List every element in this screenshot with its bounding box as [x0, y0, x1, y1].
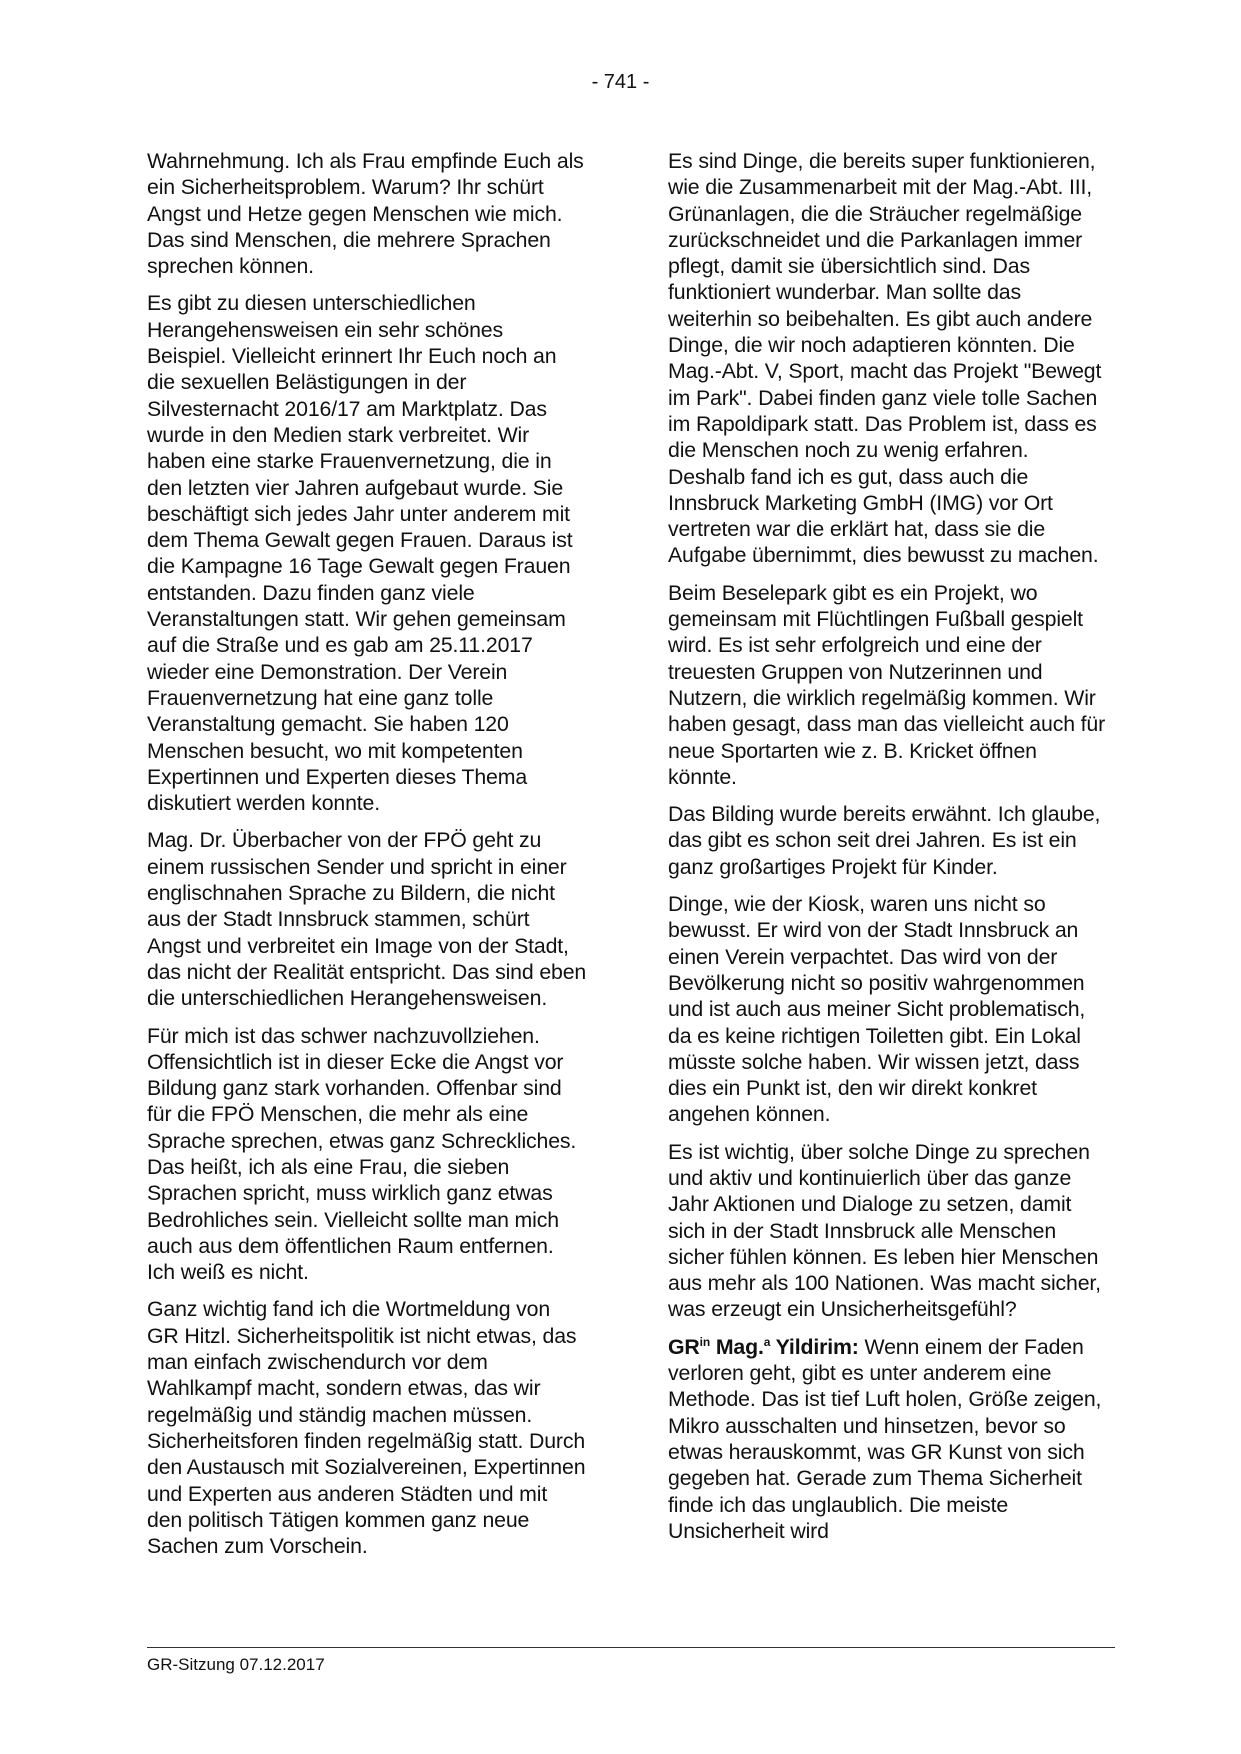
- paragraph: Beim Beselepark gibt es ein Projekt, wo gemeinsam mit Flüchtlingen Fußball gespielt wird. Es ist sehr erfolgreich und eine der treuesten Gruppen von Nutzerinnen und Nutzern, die wirklich regelmäßig kommen. Wir haben gesagt, dass man das vielleicht auch für neue Sportarten wie z. B. Kricket öffnen könnte.: [668, 580, 1106, 789]
- speaker-title: Mag.: [715, 1334, 764, 1359]
- speaker-title-sup: a: [763, 1334, 771, 1349]
- speaker-paragraph: [668, 1334, 1108, 1544]
- footer-divider: [147, 1647, 1115, 1648]
- speaker-prefix-sup: in: [699, 1334, 711, 1349]
- paragraph: Wahrnehmung. Ich als Frau empfinde Euch als ein Sicherheitsproblem. Warum? Ihr schürt Angst und Hetze gegen Menschen wie mich. Das sind Menschen, die mehrere Sprachen sprechen können.: [147, 149, 584, 279]
- speaker-name: Yildirim:: [775, 1334, 859, 1359]
- paragraph: Dinge, wie der Kiosk, waren uns nicht so bewusst. Er wird von der Stadt Innsbruck an einen Verein verpachtet. Das wird von der Bevölkerung nicht so positiv wahrgenommen und ist auch aus meiner Sicht problematisch, da es keine richtigen Toiletten gibt. Ein Lokal müsste solche haben. Wir wissen jetzt, dass dies ein Punkt ist, den wir direkt konkret angehen können.: [668, 892, 1086, 1127]
- paragraph: Es gibt zu diesen unterschiedlichen Herangehensweisen ein sehr schönes Beispiel. Vielleicht erinnert Ihr Euch noch an die sexuellen Belästigungen in der Silvesternacht 2016/17 am Marktplatz. Das wurde in den Medien stark verbreitet. Wir haben eine starke Frauenvernetzung, die in den letzten vier Jahren aufgebaut wurde. Sie beschäftigt sich jedes Jahr unter anderem mit dem Thema Gewalt gegen Frauen. Daraus ist die Kampagne 16 Tage Gewalt gegen Frauen entstanden. Dazu finden ganz viele Veranstaltungen statt. Wir gehen gemeinsam auf die Straße und es gab am 25.11.2017 wieder eine Demonstration. Der Verein Frauenvernetzung hat eine ganz tolle Veranstaltung gemacht. Sie haben 120 Menschen besucht, wo mit kompetenten Expertinnen und Experten dieses Thema diskutiert werden konnte.: [147, 291, 573, 816]
- paragraph: Das Bilding wurde bereits erwähnt. Ich glaube, das gibt es schon seit drei Jahren. Es ist ein ganz großartiges Projekt für Kinder.: [668, 802, 1101, 879]
- page-number: - 741 -: [591, 71, 650, 93]
- speaker-text: Wenn einem der Faden verloren geht, gibt es unter anderem eine Methode. Das ist tief Luft holen, Größe zeigen, Mikro ausschalten und hinsetzen, bevor so etwas herauskommt, was GR Kunst von sich gegeben hat. Gerade zum Thema Sicherheit finde ich das unglaublich. Die meiste Unsicherheit wird: [668, 1334, 1102, 1543]
- paragraph: Ganz wichtig fand ich die Wortmeldung von GR Hitzl. Sicherheitspolitik ist nicht etwas, das man einfach zwischendurch vor dem Wahlkampf macht, sondern etwas, das wir regelmäßig und ständig machen müssen. Sicherheitsforen finden regelmäßig statt. Durch den Austausch mit Sozialvereinen, Expertinnen und Experten aus anderen Städten und mit den politisch Tätigen kommen ganz neue Sachen zum Vorschein.: [147, 1297, 586, 1559]
- speaker-label: [668, 1335, 859, 1359]
- paragraph: Mag. Dr. Überbacher von der FPÖ geht zu einem russischen Sender und spricht in einer englischnahen Sprache zu Bildern, die nicht aus der Stadt Innsbruck stammen, schürt Angst und verbreitet ein Image von der Stadt, das nicht der Realität entspricht. Das sind eben die unterschiedlichen Herangehensweisen.: [147, 828, 587, 1011]
- footer-text: GR-Sitzung 07.12.2017: [147, 1655, 325, 1674]
- paragraph: Es ist wichtig, über solche Dinge zu sprechen und aktiv und kontinuierlich über das ganze Jahr Aktionen und Dialoge zu setzen, damit sich in der Stadt Innsbruck alle Menschen sicher fühlen können. Es leben hier Menschen aus mehr als 100 Nationen. Was macht sicher, was erzeugt ein Unsicherheitsgefühl?: [668, 1139, 1101, 1322]
- speaker-prefix: GR: [668, 1334, 700, 1359]
- left-column: [147, 148, 587, 1570]
- right-column: [668, 148, 1108, 1555]
- paragraph: Es sind Dinge, die bereits super funktionieren, wie die Zusammenarbeit mit der Mag.-Abt. III, Grünanlagen, die die Sträucher regelmäßige zurückschneidet und die Parkanlagen immer pflegt, damit sie übersichtlich sind. Das funktioniert wunderbar. Man sollte das weiterhin so beibehalten. Es gibt auch andere Dinge, die wir noch adaptieren könnten. Die Mag.-Abt. V, Sport, macht das Projekt "Bewegt im Park". Dabei finden ganz viele tolle Sachen im Rapoldipark statt. Das Problem ist, dass es die Menschen noch zu wenig erfahren. Deshalb fand ich es gut, dass auch die Innsbruck Marketing GmbH (IMG) vor Ort vertreten war die erklärt hat, dass sie die Aufgabe übernimmt, dies bewusst zu machen.: [668, 149, 1102, 568]
- paragraph: Für mich ist das schwer nachzuvollziehen. Offensichtlich ist in dieser Ecke die Angst vor Bildung ganz stark vorhanden. Offenbar sind für die FPÖ Menschen, die mehr als eine Sprache sprechen, etwas ganz Schreckliches. Das heißt, ich als eine Frau, die sieben Sprachen spricht, muss wirklich ganz etwas Bedrohliches sein. Vielleicht sollte man mich auch aus dem öffentlichen Raum entfernen. Ich weiß es nicht.: [147, 1023, 577, 1285]
